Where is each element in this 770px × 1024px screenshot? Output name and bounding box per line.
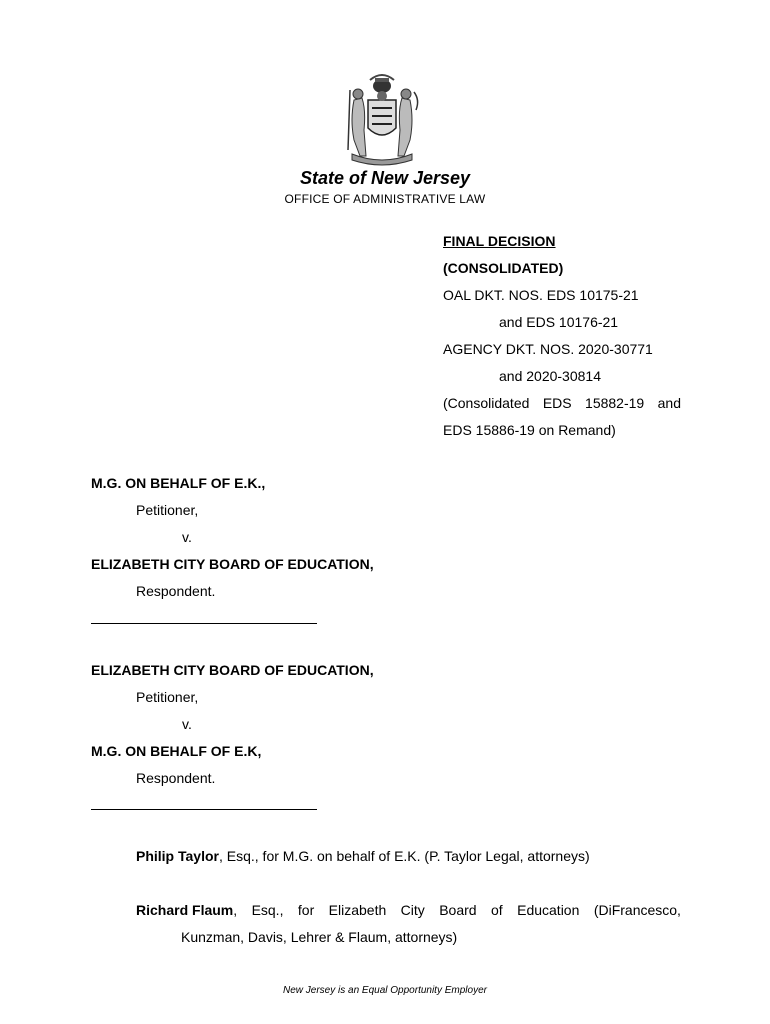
petitioner-role: Petitioner, [136, 689, 199, 705]
versus-label: v. [182, 529, 192, 545]
counsel-word: , [233, 902, 238, 918]
counsel-entry-2 [136, 897, 681, 951]
petitioner-party: M.G. ON BEHALF OF E.K., [91, 475, 266, 491]
note-word: (Consolidated [443, 395, 530, 411]
nj-state-seal-icon [340, 70, 424, 166]
counsel-word: Education [517, 902, 580, 918]
counsel-word: Esq., [251, 902, 284, 918]
agency-docket-line2: and 2020-30814 [499, 368, 601, 384]
agency-docket-line1: AGENCY DKT. NOS. 2020-30771 [443, 341, 653, 357]
state-title: State of New Jersey [299, 168, 471, 188]
oal-docket-line2: and EDS 10176-21 [499, 314, 619, 330]
docket-block [443, 232, 683, 448]
counsel-word: for [297, 902, 315, 918]
petitioner-role: Petitioner, [136, 502, 199, 518]
counsel-entry-1 [136, 843, 681, 870]
note-word: 15882-19 [585, 395, 645, 411]
counsel-word: of [491, 902, 503, 918]
consolidated-note-line2: EDS 15886-19 on Remand) [443, 422, 616, 438]
oal-docket-line1: OAL DKT. NOS. EDS 10175-21 [443, 287, 639, 303]
note-word: and [657, 395, 681, 411]
footer-note: New Jersey is an Equal Opportunity Employer [283, 985, 487, 996]
counsel-details: , Esq., for M.G. on behalf of E.K. (P. Taylor Legal, attorneys) [218, 848, 590, 864]
counsel-word: Elizabeth [328, 902, 387, 918]
caption-divider [91, 809, 317, 810]
consolidated-note-line1 [443, 394, 681, 421]
counsel-line [136, 897, 681, 924]
counsel-word: (DiFrancesco, [593, 902, 681, 918]
respondent-party: M.G. ON BEHALF OF E.K, [91, 743, 262, 759]
counsel-word: City [400, 902, 425, 918]
consolidated-heading: (CONSOLIDATED) [443, 260, 564, 276]
note-word: EDS [542, 395, 572, 411]
versus-label: v. [182, 716, 192, 732]
case-caption-2 [91, 661, 374, 796]
caption-divider [91, 623, 317, 624]
petitioner-party: ELIZABETH CITY BOARD OF EDUCATION, [91, 662, 374, 678]
counsel-continuation: Kunzman, Davis, Lehrer & Flaum, attorneys) [181, 929, 458, 945]
respondent-party: ELIZABETH CITY BOARD OF EDUCATION, [91, 556, 374, 572]
counsel-word: Board [439, 902, 477, 918]
counsel-name: Richard Flaum [136, 902, 234, 918]
case-caption-1 [91, 474, 374, 609]
respondent-role: Respondent. [136, 583, 216, 599]
office-name: OFFICE OF ADMINISTRATIVE LAW [284, 192, 486, 206]
final-decision-heading: FINAL DECISION [443, 233, 556, 249]
respondent-role: Respondent. [136, 770, 216, 786]
counsel-name: Philip Taylor [136, 848, 219, 864]
